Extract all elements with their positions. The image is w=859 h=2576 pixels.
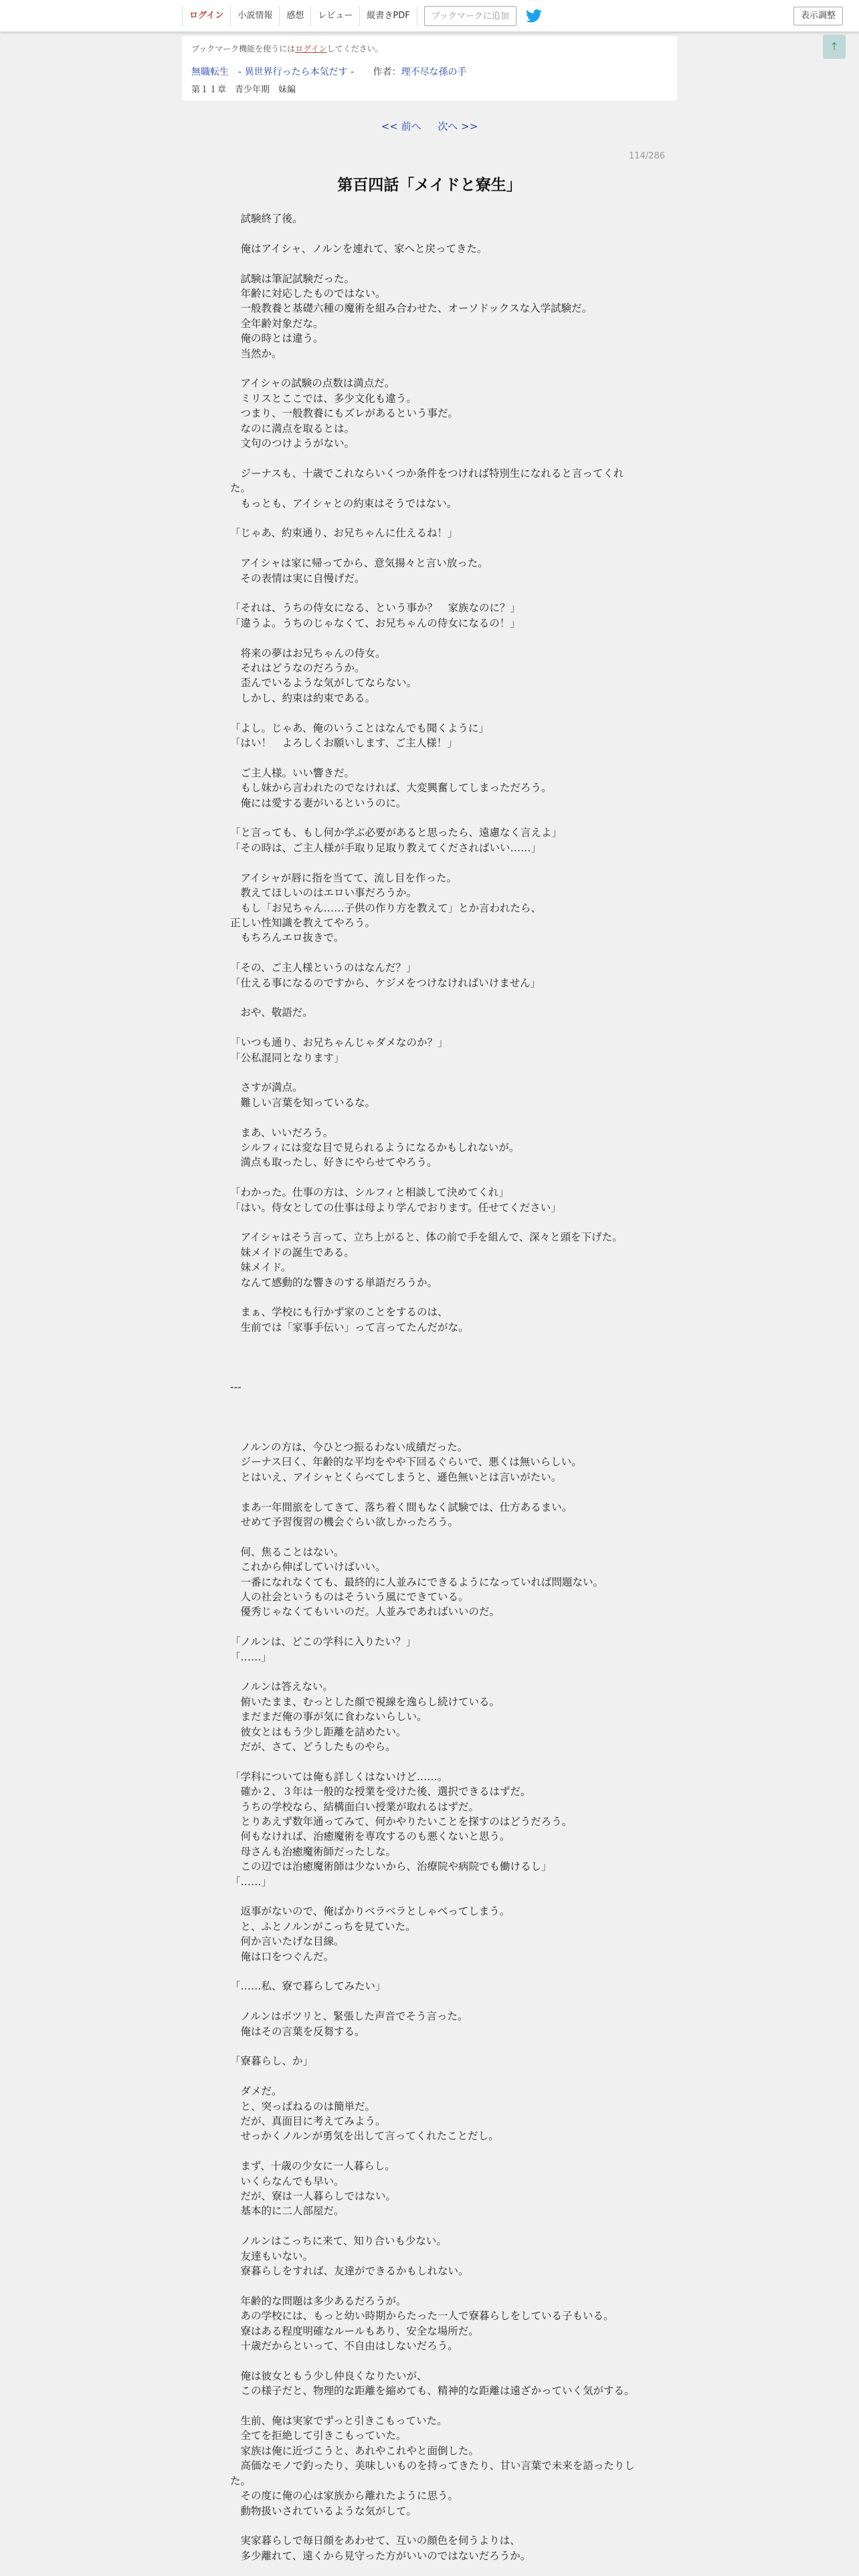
blank-line bbox=[230, 1620, 632, 1634]
author-label: 作者： bbox=[373, 67, 401, 78]
body-line: それはどうなのだろうか。 bbox=[230, 662, 365, 675]
blank-line bbox=[230, 451, 632, 465]
body-line: もし「お兄ちゃん……子供の作り方を教えて」とか言われたら、 bbox=[230, 901, 542, 914]
body-line: 彼女とはもう少し距離を詰めたい。 bbox=[230, 1725, 407, 1738]
body-line: うちの学校なら、結構面白い授業が取れるはずだ。 bbox=[230, 1800, 480, 1813]
body-line: 一番になれなくても、最終的に人並みにできるようになっていれば問題ない。 bbox=[230, 1576, 604, 1588]
blank-line bbox=[230, 2039, 632, 2054]
body-line: まあ、いいだろう。 bbox=[230, 1126, 334, 1139]
body-line: 俺は彼女ともう少し仲良くなりたいが、 bbox=[230, 2369, 427, 2382]
body-line: まあ一年間旅をしてきて、落ち着く間もなく試験では、仕方あるまい。 bbox=[230, 1501, 573, 1513]
episode-pager bbox=[0, 119, 859, 133]
body-line: 俺はアイシャ、ノルンを連れて、家へと戻ってきた。 bbox=[230, 242, 488, 255]
notice-login-link[interactable]: ログイン bbox=[295, 44, 327, 53]
body-line: ノルンは答えない。 bbox=[230, 1681, 333, 1693]
blank-line bbox=[230, 361, 632, 376]
body-line: 全年齢対象だな。 bbox=[230, 317, 324, 330]
prev-episode-link[interactable]: << 前へ bbox=[381, 120, 421, 132]
body-line: とはいえ、アイシャとくらべてしまうと、遜色無いとは言いがたい。 bbox=[230, 1471, 562, 1483]
body-line: いくらなんでも早い。 bbox=[230, 2175, 345, 2187]
blank-line bbox=[230, 1410, 632, 1424]
body-line: 「よし。じゃあ、俺のいうことはなんでも聞くように」 bbox=[230, 722, 489, 734]
body-line: もっとも、アイシャとの約束はそうではない。 bbox=[230, 497, 458, 510]
body-line: 妹メイドの誕生である。 bbox=[230, 1246, 355, 1259]
body-line: しかし、約束は約束である。 bbox=[230, 691, 376, 704]
vertical-pdf-button[interactable]: 縦書きPDF bbox=[360, 6, 417, 26]
blank-line bbox=[230, 1395, 632, 1410]
add-bookmark-button[interactable]: ブックマークに追加 bbox=[424, 6, 516, 26]
impressions-button[interactable]: 感想 bbox=[280, 6, 311, 26]
body-line: 人の社会というものはそういう風にできている。 bbox=[230, 1590, 469, 1603]
blank-line bbox=[230, 226, 632, 241]
body-line: シルフィには変な目で見られるようになるかもしれないが。 bbox=[230, 1141, 520, 1154]
body-line: 「と言っても、もし何か学ぶ必要があると思ったら、遠慮なく言えよ」 bbox=[230, 827, 563, 839]
body-line: その度に俺の心は家族から離れたように思う。 bbox=[230, 2490, 459, 2502]
arrow-up-icon: ↑ bbox=[830, 40, 839, 53]
novel-info-box bbox=[182, 36, 677, 100]
blank-line bbox=[230, 256, 632, 271]
body-line: 動物扱いされているような気がして。 bbox=[230, 2504, 417, 2517]
body-line: 俺は口をつぐんだ。 bbox=[230, 1950, 335, 1963]
blank-line bbox=[230, 1964, 632, 1979]
body-line: 家族は俺に近づこうと、あれやこれやと面倒した。 bbox=[230, 2444, 480, 2457]
body-line: 友達もいない。 bbox=[230, 2250, 314, 2262]
body-line: と、ふとノルンがこっちを見ていた。 bbox=[230, 1920, 416, 1933]
body-line: 当然か。 bbox=[230, 347, 282, 360]
body-line: 「仕える事になるのですから、ケジメをつけなければいけません」 bbox=[230, 976, 541, 989]
body-line: 歪んでいるような気がしてならない。 bbox=[230, 677, 417, 689]
body-line: 妹メイド。 bbox=[230, 1261, 292, 1274]
body-line: アイシャは家に帰ってから、意気揚々と言い放った。 bbox=[230, 557, 488, 570]
blank-line bbox=[230, 511, 632, 526]
body-line: た。 bbox=[230, 482, 252, 495]
body-line: その表情は実に自慢げだ。 bbox=[230, 572, 365, 584]
body-line: た。 bbox=[230, 2474, 252, 2487]
chapter-title: 第百四話「メイドと寮生」 bbox=[337, 177, 522, 194]
blank-line bbox=[230, 855, 632, 870]
body-line: 俺はその言葉を反芻する。 bbox=[230, 2025, 365, 2038]
body-line: アイシャが唇に指を当てて、流し目を作った。 bbox=[230, 871, 457, 884]
body-line: 生前、俺は実家でずっと引きこもっていた。 bbox=[230, 2415, 448, 2428]
blank-line bbox=[230, 990, 632, 1005]
blank-line bbox=[230, 586, 632, 601]
blank-line bbox=[230, 631, 632, 645]
body-line: この辺では治癒魔術師は少ないから、治療院や病院でも働けるし」 bbox=[230, 1860, 552, 1873]
blank-line bbox=[230, 1365, 632, 1380]
blank-line bbox=[230, 2399, 632, 2413]
body-line: 試験は筆記試験だった。 bbox=[230, 272, 355, 285]
body-line: 返事がないので、俺ばかりベラベラとしゃべってしまう。 bbox=[230, 1905, 510, 1918]
blank-line bbox=[230, 706, 632, 720]
body-line: 全てを拒絶して引きこもっていた。 bbox=[230, 2430, 407, 2442]
body-line: とりあえず数年通ってみて、何かやりたいことを探すのはどうだろう。 bbox=[230, 1815, 573, 1828]
body-line: アイシャの試験の点数は満点だ。 bbox=[230, 377, 395, 390]
body-line: 「その時は、ご主人様が手取り足取り教えてくださればいい……」 bbox=[230, 841, 542, 854]
blank-line bbox=[230, 1889, 632, 1904]
body-line: 十歳だからといって、不自由はしないだろう。 bbox=[230, 2340, 458, 2353]
body-line: 「……」 bbox=[230, 1875, 272, 1888]
body-line: 満点も取ったし、好きにやらせてやろう。 bbox=[230, 1156, 438, 1169]
body-line: 教えてほしいのはエロい事だろうか。 bbox=[230, 887, 417, 899]
blank-line bbox=[230, 811, 632, 825]
display-settings-button[interactable]: 表示調整 bbox=[793, 7, 843, 25]
blank-line bbox=[230, 1110, 632, 1125]
body-line: おや、敬語だ。 bbox=[230, 1006, 313, 1019]
body-line: だが、さて、どうしたものやら。 bbox=[230, 1740, 396, 1753]
body-line: もちろんエロ抜きで。 bbox=[230, 932, 345, 944]
body-line: まだまだ俺の事が気に食わないらしい。 bbox=[230, 1711, 427, 1723]
body-line: 高価なモノで釣ったり、美味しいものを持ってきたり、甘い言葉で未来を語ったりし bbox=[230, 2460, 635, 2472]
body-line: 正しい性知識を教えてやろう。 bbox=[230, 916, 376, 929]
blank-line bbox=[230, 1215, 632, 1230]
body-line: 将来の夢はお兄ちゃんの侍女。 bbox=[230, 647, 386, 659]
body-line: 「それは、うちの侍女になる、という事か？ 家族なのに？」 bbox=[230, 602, 521, 615]
novel-title-link[interactable]: 無職転生 - 異世界行ったら本気だす - bbox=[191, 67, 355, 78]
body-line: 「じゃあ、約束通り、お兄ちゃんに仕えるね！」 bbox=[230, 527, 458, 540]
body-line: 「……私、寮で暮らしてみたい」 bbox=[230, 1980, 386, 1993]
next-episode-link[interactable]: 次へ >> bbox=[438, 120, 478, 132]
body-line: アイシャはそう言って、立ち上がると、体の前で手を組んで、深々と頭を下げた。 bbox=[230, 1231, 623, 1244]
body-line: 確か２、３年は一般的な授業を受けた後、選択できるはずだ。 bbox=[230, 1786, 531, 1798]
blank-line bbox=[230, 1021, 632, 1035]
body-line: 「……」 bbox=[230, 1650, 272, 1663]
blank-line bbox=[230, 2278, 632, 2293]
episode-number: 114/286 bbox=[628, 151, 665, 161]
body-line: だが、寮は一人暮らしではない。 bbox=[230, 2190, 397, 2203]
top-navigation-bar bbox=[0, 0, 859, 32]
blank-line bbox=[230, 750, 632, 765]
body-line: これから伸ばしていけばいい。 bbox=[230, 1561, 386, 1574]
body-line: 何か言いたげな目線。 bbox=[230, 1935, 345, 1948]
body-line: 母さんも治癒魔術師だったしな。 bbox=[230, 1845, 397, 1858]
body-line: 「いつも通り、お兄ちゃんじゃダメなのか？」 bbox=[230, 1037, 448, 1049]
twitter-bird-icon[interactable] bbox=[526, 9, 542, 23]
blank-line bbox=[230, 1065, 632, 1080]
novel-body-text bbox=[230, 211, 635, 2563]
blank-line bbox=[230, 1529, 632, 1544]
body-line: 文句のつけようがない。 bbox=[230, 437, 355, 450]
body-line: まず、十歳の少女に一人暮らし。 bbox=[230, 2160, 395, 2173]
blank-line bbox=[230, 1994, 632, 2009]
blank-line bbox=[230, 2144, 632, 2159]
body-line: 俯いたまま、むっとした顔で視線を逸らし続けている。 bbox=[230, 1695, 500, 1708]
novel-info-button[interactable]: 小説情報 bbox=[231, 6, 280, 26]
novel-title-row bbox=[191, 65, 668, 78]
body-line: 「その、ご主人様というのはなんだ？」 bbox=[230, 962, 417, 974]
body-line: 「学科については俺も詳しくはないけど……。 bbox=[230, 1770, 448, 1783]
blank-line bbox=[230, 946, 632, 960]
body-line: 年齢に対応したものではない。 bbox=[230, 288, 386, 300]
body-line: 何もなければ、治癒魔術を専攻するのも悪くないと思う。 bbox=[230, 1830, 510, 1843]
author-link[interactable]: 理不尽な孫の手 bbox=[401, 67, 467, 78]
body-line: と、突っぱねるのは簡単だ。 bbox=[230, 2100, 376, 2113]
chapter-section-label: 第１１章 青少年期 妹編 bbox=[191, 85, 296, 95]
body-line: 「はい！ よろしくお願いします、ご主人様！」 bbox=[230, 737, 458, 750]
blank-line bbox=[230, 2518, 632, 2533]
body-line: 俺には愛する妻がいるというのに。 bbox=[230, 796, 407, 809]
body-line: ノルンはこっちに来て、知り合いも少ない。 bbox=[230, 2235, 447, 2248]
body-line: ご主人様。いい響きだ。 bbox=[230, 766, 355, 779]
body-line: 「寮暮らし、か」 bbox=[230, 2055, 314, 2068]
body-line: なんて感動的な響きのする単語だろうか。 bbox=[230, 1276, 438, 1289]
body-line: ダメだ。 bbox=[230, 2085, 282, 2098]
login-button[interactable]: ログイン bbox=[182, 6, 231, 26]
body-line: 俺の時とは違う。 bbox=[230, 332, 324, 345]
body-line: 年齢的な問題は多少あるだろうが。 bbox=[230, 2294, 407, 2307]
body-line: ノルンはボツリと、緊張した声音でそう言った。 bbox=[230, 2010, 468, 2023]
body-line: なのに満点を取るとは。 bbox=[230, 422, 355, 435]
body-line: 多少離れて、遠くから見守った方がいいのではないだろうか。 bbox=[230, 2549, 531, 2562]
body-line: 寮暮らしをすれば、友達ができるかもしれない。 bbox=[230, 2265, 469, 2278]
blank-line bbox=[230, 1665, 632, 1679]
body-line: この様子だと、物理的な距離を縮めても、精神的な距離は遠ざかっていく気がする。 bbox=[230, 2385, 635, 2397]
blank-line bbox=[230, 541, 632, 556]
body-line: まぁ、学校にも行かず家のことをするのは、 bbox=[230, 1306, 448, 1319]
body-line: 試験終了後。 bbox=[230, 213, 303, 225]
body-line: 何、焦ることはない。 bbox=[230, 1545, 345, 1558]
bookmark-login-notice: ブックマーク機能を使うにはログインしてください。 bbox=[191, 44, 383, 53]
body-line: もし妹から言われたのでなければ、大変興奮してしまっただろう。 bbox=[230, 782, 552, 794]
blank-line bbox=[230, 1350, 632, 1365]
body-line: 「ノルンは、どこの学科に入りたい？」 bbox=[230, 1636, 416, 1648]
body-line: せっかくノルンが勇気を出して言ってくれたことだし。 bbox=[230, 2130, 499, 2143]
body-line: せめて予習復習の機会ぐらい欲しかったろう。 bbox=[230, 1515, 459, 1528]
body-line: さすが満点。 bbox=[230, 1081, 303, 1094]
blank-line bbox=[230, 2219, 632, 2234]
body-line: 実家暮らしで毎日顔をあわせて、互いの顔色を伺うよりは、 bbox=[230, 2535, 520, 2547]
body-line: あの学校には、もっと幼い時期からたった一人で寮暮らしをしている子もいる。 bbox=[230, 2310, 614, 2323]
blank-line bbox=[230, 1425, 632, 1440]
blank-line bbox=[230, 2353, 632, 2368]
body-line: 優秀じゃなくてもいいのだ。人並みであればいいのだ。 bbox=[230, 1606, 500, 1618]
body-line: 難しい言葉を知っているな。 bbox=[230, 1096, 376, 1109]
body-line: 寮はある程度明確なルールもあり、安全な場所だ。 bbox=[230, 2325, 479, 2337]
body-line: 「公私混同となります」 bbox=[230, 1051, 345, 1064]
body-line: 生前では「家事手伝い」って言ってたんだがな。 bbox=[230, 1321, 469, 1333]
blank-line bbox=[230, 1754, 632, 1769]
body-line: 一般教養と基礎六種の魔術を組み合わせた、オーソドックスな入学試験だ。 bbox=[230, 302, 593, 315]
body-line: ノルンの方は、今ひとつ振るわない成績だった。 bbox=[230, 1440, 468, 1453]
review-button[interactable]: レビュー bbox=[311, 6, 360, 26]
body-line: 「違うよ。うちのじゃなくて、お兄ちゃんの侍女になるの！」 bbox=[230, 617, 520, 629]
body-line: だが、真面目に考えてみよう。 bbox=[230, 2115, 386, 2128]
blank-line bbox=[230, 1170, 632, 1185]
blank-line bbox=[230, 1485, 632, 1499]
scroll-to-top-button[interactable] bbox=[823, 35, 846, 59]
blank-line bbox=[230, 1290, 632, 1305]
body-line: --- bbox=[230, 1381, 242, 1394]
nav-menu bbox=[182, 5, 542, 27]
blank-line bbox=[230, 2069, 632, 2084]
body-line: ミリスとここでは、多少文化も違う。 bbox=[230, 392, 417, 405]
body-line: 「わかった。仕事の方は、シルフィと相談して決めてくれ」 bbox=[230, 1186, 509, 1199]
body-line: つまり、一般教養にもズレがあるという事だ。 bbox=[230, 407, 459, 420]
blank-line bbox=[230, 1335, 632, 1350]
body-line: 「はい。侍女としての仕事は母より学んでおります。任せてください」 bbox=[230, 1201, 561, 1214]
body-line: 基本的に二人部屋だ。 bbox=[230, 2205, 345, 2218]
body-line: ジーナス曰く、年齢的な平均をやや下回るぐらいで、悪くは無いらしい。 bbox=[230, 1456, 582, 1469]
body-line: ジーナスも、十歳でこれならいくつか条件をつければ特別生になれると言ってくれ bbox=[230, 467, 624, 479]
